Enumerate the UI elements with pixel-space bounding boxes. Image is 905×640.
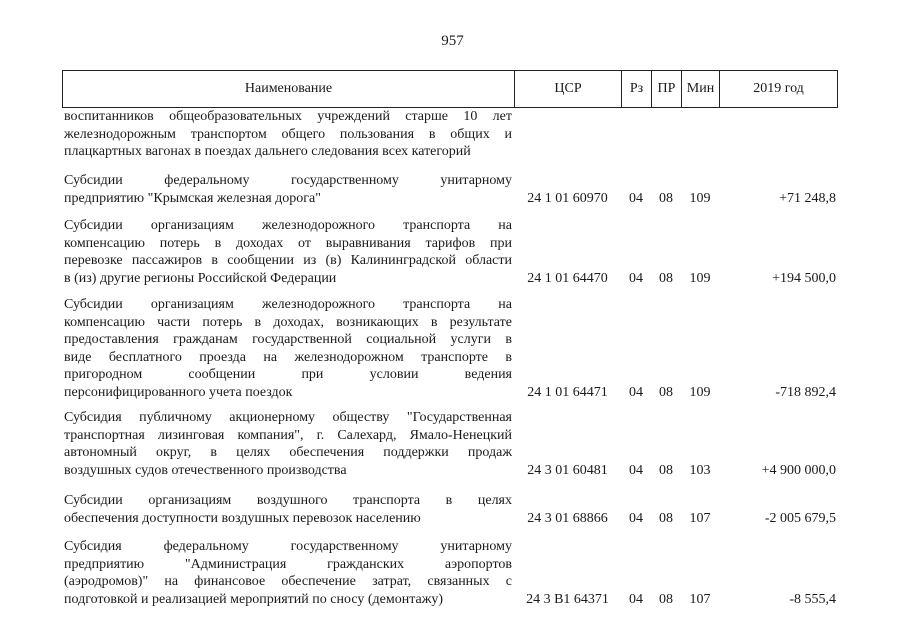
row-name-line: автономный округ, в целях обеспечения поддержки продаж	[64, 445, 512, 460]
row-csr: 24 1 01 64470	[527, 270, 608, 286]
row-name-line: Субсидия федеральному государственному унитарному	[64, 539, 512, 554]
row-pr: 08	[659, 591, 673, 607]
row-name-line: воздушных судов отечественного производства	[64, 462, 347, 478]
row-min: 109	[689, 190, 711, 206]
row-rz: 04	[629, 462, 643, 478]
row-csr: 24 3 01 68866	[527, 510, 608, 526]
row-amount: -8 555,4	[789, 591, 836, 607]
row-name-line: подготовкой и реализацией мероприятий по сносу (демонтажу)	[64, 591, 444, 607]
row-name-line: виде бесплатного проезда на железнодорожном транспорте в	[64, 349, 512, 365]
row-name	[64, 172, 512, 207]
row-rz: 04	[629, 270, 643, 286]
row-min: 109	[689, 384, 711, 400]
row-csr: 24 3 В1 64371	[526, 591, 609, 607]
row-amount: +4 900 000,0	[761, 462, 836, 478]
row-name	[64, 296, 512, 401]
row-name-line: Субсидии федеральному государственному унитарному	[64, 173, 512, 188]
header-csr: ЦСР	[515, 71, 622, 107]
row-name-line: Субсидии организациям воздушного транспорта в целях	[64, 493, 512, 508]
row-pr: 08	[659, 190, 673, 206]
row-min: 109	[689, 270, 711, 286]
row-pr: 08	[659, 462, 673, 478]
row-amount: +71 248,8	[779, 190, 836, 206]
row-name	[64, 217, 512, 287]
row-rz: 04	[629, 510, 643, 526]
row-csr: 24 3 01 60481	[527, 462, 608, 478]
row-amount: +194 500,0	[772, 270, 836, 286]
row-name-line: в (из) другие регионы Российской Федерации	[64, 270, 337, 286]
row-name-line: (аэродромов)" на финансовое обеспечение затрат, связанных с	[64, 574, 512, 589]
row-rz: 04	[629, 190, 643, 206]
row-rz: 04	[629, 591, 643, 607]
row-name-line: предприятию "Крымская железная дорога"	[64, 190, 321, 206]
row-name	[64, 409, 512, 479]
row-name-line: транспортная лизинговая компания", г. Салехард, Ямало-Ненецкий	[64, 427, 512, 443]
row-rz: 04	[629, 384, 643, 400]
row-pr: 08	[659, 510, 673, 526]
row-csr: 24 1 01 60970	[527, 190, 608, 206]
row-name-line: персонифицированного учета поездок	[64, 384, 293, 400]
row-amount: -2 005 679,5	[764, 510, 836, 526]
row-name-line: обеспечения доступности воздушных перевозок населению	[64, 510, 421, 526]
header-name: Наименование	[63, 71, 515, 107]
row-min: 103	[689, 462, 711, 478]
header-year: 2019 год	[753, 81, 804, 96]
row-name-line: плацкартных вагонах в поездах дальнего следования всех категорий	[64, 144, 471, 159]
row-name-line: компенсацию части потерь в доходах, возникающих в результате	[64, 314, 512, 330]
row-name-line: Субсидия публичному акционерному обществу "Государственная	[64, 410, 512, 425]
row-csr: 24 1 01 64471	[527, 384, 608, 400]
row-amount: -718 892,4	[775, 384, 836, 400]
header-rz: Рз	[622, 71, 652, 107]
row-name	[64, 108, 512, 161]
row-name-line: компенсацию потерь в доходах от выравнивания тарифов при	[64, 235, 512, 251]
table-header	[62, 70, 838, 108]
row-pr: 08	[659, 270, 673, 286]
row-name-line: пригородном сообщении при условии ведения	[64, 367, 512, 382]
row-name	[64, 492, 512, 527]
row-name-line: предоставления гражданам государственной социальной услуги в	[64, 332, 512, 347]
row-min: 107	[689, 591, 711, 607]
row-name-line: железнодорожным транспортом общего пользования в общих и	[64, 126, 512, 142]
row-name-line: Субсидии организациям железнодорожного транспорта на	[64, 297, 512, 312]
row-pr: 08	[659, 384, 673, 400]
page-number: 957	[441, 33, 464, 49]
row-min: 107	[689, 510, 711, 526]
row-name	[64, 538, 512, 608]
row-name-line: Субсидии организациям железнодорожного транспорта на	[64, 218, 512, 233]
header-min: Мин	[682, 71, 720, 107]
row-name-line: перевозке пассажиров в сообщении из (в) Калининградской области	[64, 253, 512, 268]
row-name-line: предприятию "Администрация гражданских аэропортов	[64, 556, 512, 572]
row-name-line: воспитанников общеобразовательных учреждений старше 10 лет	[64, 109, 512, 124]
header-pr: ПР	[652, 71, 682, 107]
